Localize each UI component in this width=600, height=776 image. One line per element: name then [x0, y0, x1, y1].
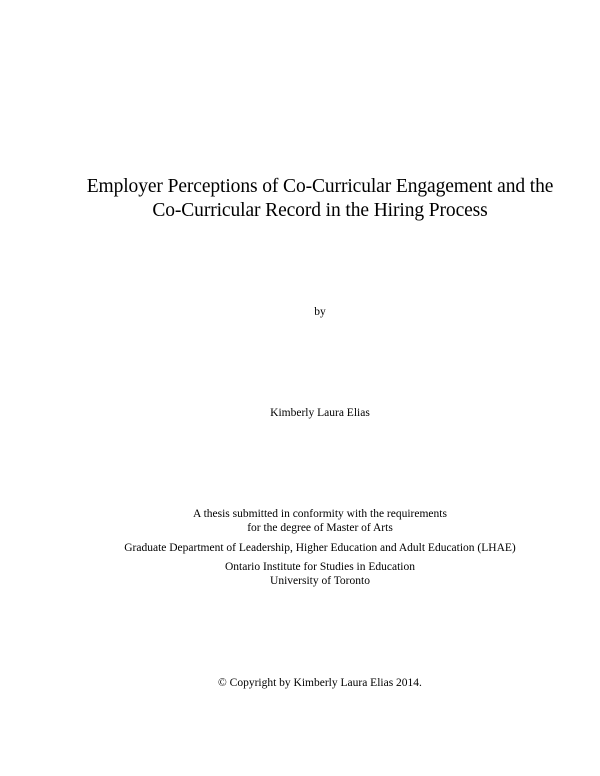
institute-name: Ontario Institute for Studies in Education [224, 561, 416, 573]
department-name: Graduate Department of Leadership, Higher Education and Adult Education (LHAE) [124, 542, 516, 554]
submission-statement-line-1: A thesis submitted in conformity with the requirements [193, 508, 447, 520]
university-name: University of Toronto [270, 575, 370, 587]
submission-statement-line-2: for the degree of Master of Arts [247, 522, 393, 534]
title-line-2: Co-Curricular Record in the Hiring Process [152, 200, 488, 221]
author-name: Kimberly Laura Elias [270, 407, 370, 419]
title-line-1: Employer Perceptions of Co-Curricular Engagement and the [86, 176, 554, 197]
copyright-notice: © Copyright by Kimberly Laura Elias 2014. [218, 677, 422, 689]
by-label: by [314, 306, 326, 318]
